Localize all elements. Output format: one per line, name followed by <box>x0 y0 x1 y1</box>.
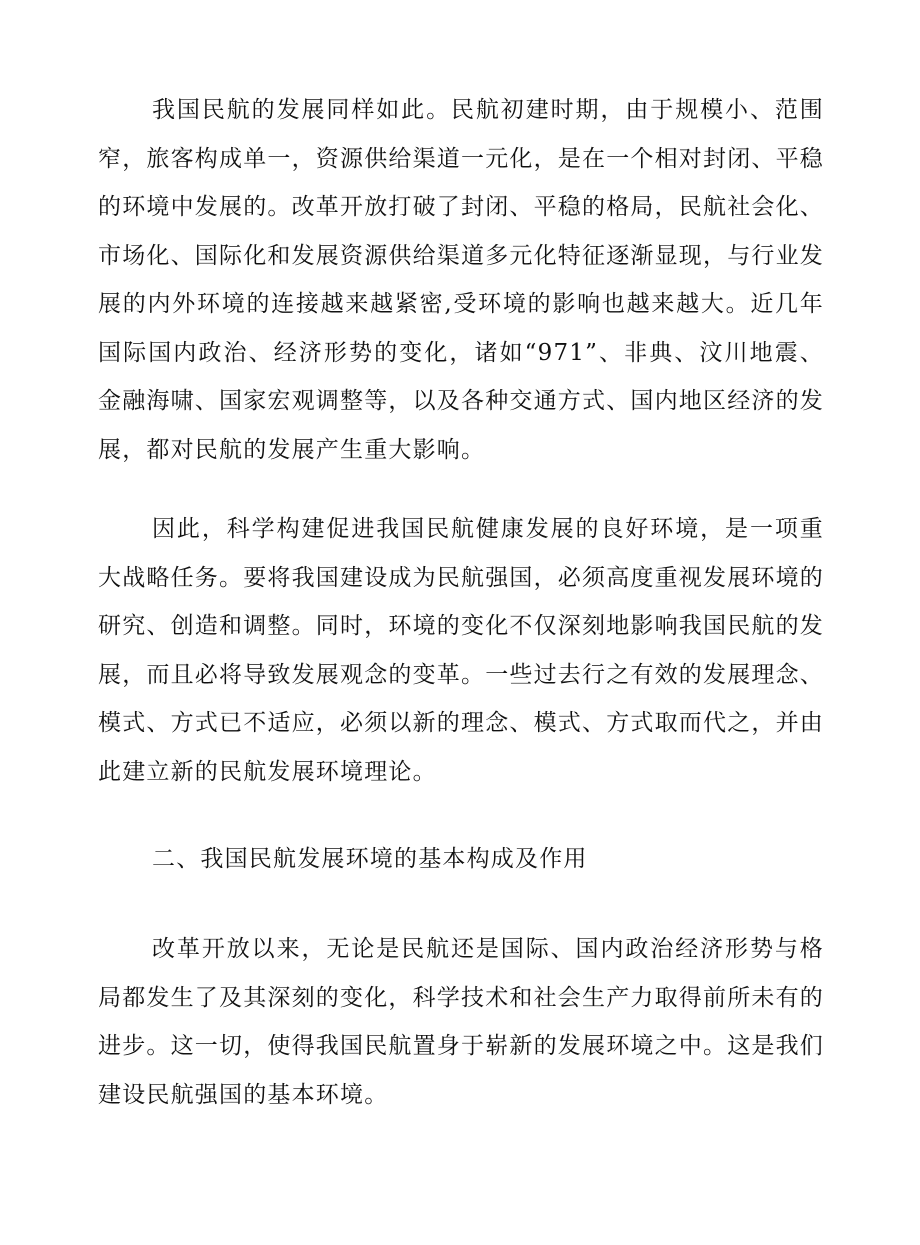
body-paragraph: 因此，科学构建促进我国民航健康发展的良好环境，是一项重大战略任务。要将我国建设成为民航强国，必须高度重视发展环境的研究、创造和调整。同时，环境的变化不仅深刻地影响我国民航的发展，而且必将导致发展观念的变革。一些过去行之有效的发展理念、模式、方式已不适应，必须以新的理念、模式、方式取而代之，并由此建立新的民航发展环境理论。 <box>98 516 824 785</box>
body-paragraph: 我国民航的发展同样如此。民航初建时期，由于规模小、范围窄，旅客构成单一，资源供给渠道一元化，是在一个相对封闭、平稳的环境中发展的。改革开放打破了封闭、平稳的格局，民航社会化、市场化、国际化和发展资源供给渠道多元化特征逐渐显现，与行业发展的内外环境的连接越来越紧密,受环境的影响也越来越大。近几年国际国内政治、经济形势的变化，诸如“971”、非典、汶川地震、金融海啸、国家宏观调整等，以及各种交通方式、国内地区经济的发展，都对民航的发展产生重大影响。 <box>98 97 824 463</box>
section-heading: 二、我国民航发展环境的基本构成及作用 <box>152 846 588 872</box>
body-paragraph: 改革开放以来，无论是民航还是国际、国内政治经济形势与格局都发生了及其深刻的变化，科学技术和社会生产力取得前所未有的进步。这一切，使得我国民航置身于崭新的发展环境之中。这是我们建设民航强国的基本环境。 <box>98 936 824 1108</box>
